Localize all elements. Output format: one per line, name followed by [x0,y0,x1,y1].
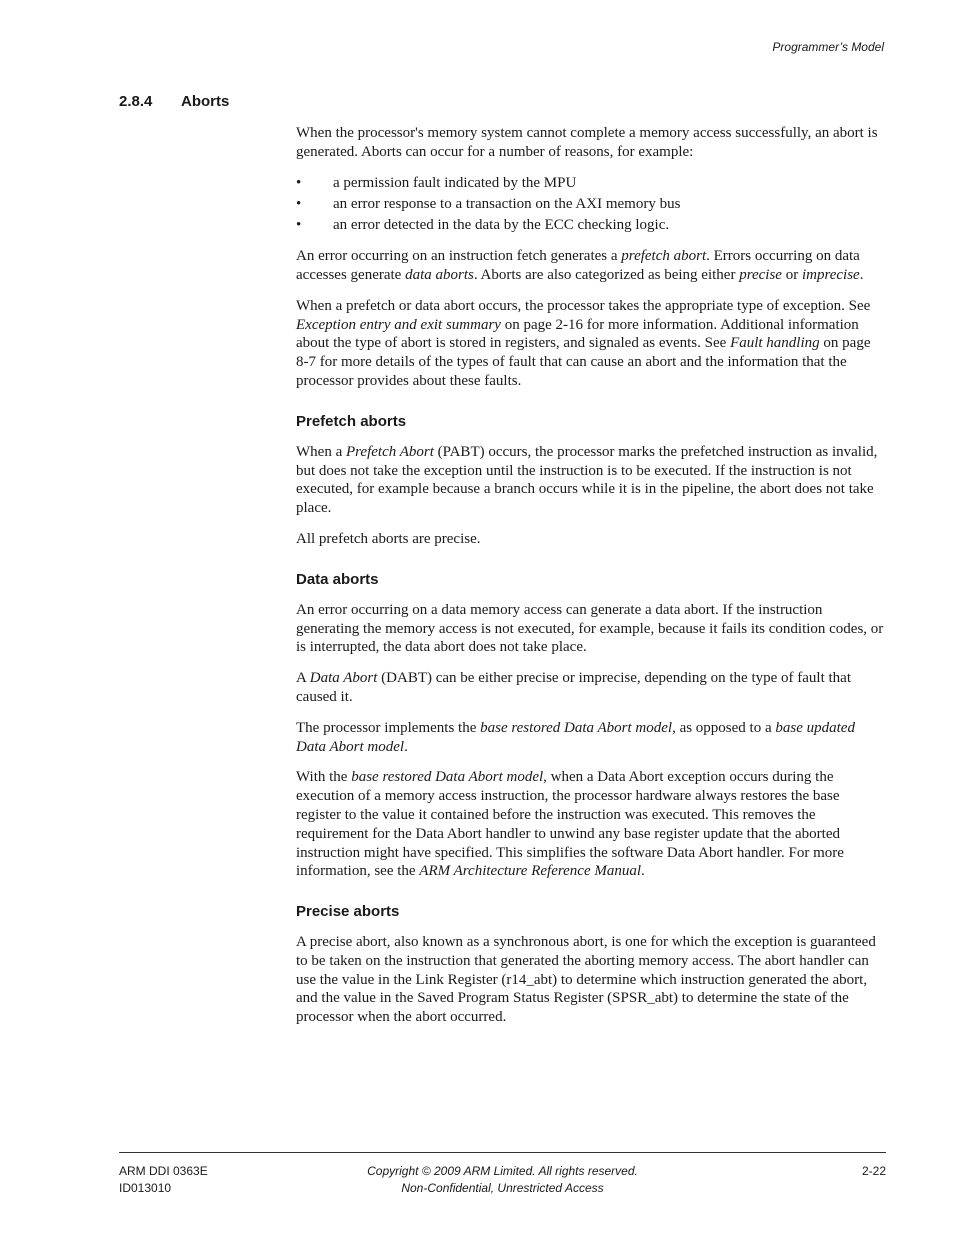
text-run: The processor implements the [296,719,481,736]
xref-fault-handling[interactable]: Fault handling [730,335,820,352]
precise-aborts-heading: Precise aborts [296,903,400,921]
term-imprecise: imprecise [801,266,860,283]
issue-id: ID013010 [119,1181,172,1195]
page-number: 2-22 [861,1164,886,1178]
text-run: A [296,670,310,687]
bullet-icon: • [296,217,302,234]
main-content [296,124,886,1039]
bullet-icon: • [296,195,302,212]
list-item [296,174,886,193]
confidentiality-notice: Non-Confidential, Unrestricted Access [401,1181,604,1195]
term-data-aborts: data aborts [405,266,474,283]
model-paragraph [296,719,886,757]
xref-exception-entry[interactable]: Exception entry and exit summary [296,316,501,333]
running-header: Programmer’s Model [772,40,884,54]
term-prefetch-abort: Prefetch Abort [345,443,434,460]
list-item [296,195,886,214]
text-run: (PABT) occurs, the processor marks the prefetched instruction as invalid, but does not take the exception until the instruction is to be executed. If the instruction is not executed, for example because a branch occurs while it is in the pipeline, the abort does not take place. [296,443,878,517]
text-run: . [859,266,864,283]
text-run: or [781,266,802,283]
xref-arm-arch-manual[interactable]: ARM Architecture Reference Manual [419,863,642,880]
term-base-restored: base restored Data Abort model [351,769,544,786]
text-run: on page 8-7 for more details of the types of fault that can cause an abort and the information that the processor provides about these faults. [296,335,871,389]
text-run: (DABT) can be either precise or imprecise, depending on the type of fault that caused it. [296,670,851,705]
prefetch-aborts-heading: Prefetch aborts [296,412,407,430]
prefetch-precise-paragraph: All prefetch aborts are precise. [296,530,481,547]
list-item [296,216,886,235]
exception-paragraph [296,297,886,391]
prefetch-paragraph [296,443,886,518]
data-aborts-heading: Data aborts [296,570,379,588]
term-base-updated: base updated Data Abort model [296,719,855,755]
list-item-text: a permission fault indicated by the MPU [333,174,577,191]
footer-divider [119,1152,886,1153]
term-precise: precise [739,266,782,283]
bullet-icon: • [296,174,302,191]
text-run: . Errors occurring on data accesses generate [296,248,860,283]
term-data-abort: Data Abort [309,670,378,687]
text-run: , when a Data Abort exception occurs during the execution of a memory access instruction, the processor hardware always restores the base register to the value it contained before the instruction was executed. This removes the requirement for the Data Abort handler to unwind any base register update that the aborted instruction might have specified. This simplifies the software Data Abort handler. For more information, see the [296,769,844,880]
text-run: . Aborts are also categorized as being either [473,266,740,283]
text-run: With the [296,769,352,786]
abort-types-paragraph [296,247,886,285]
text-run: , as opposed to a [672,719,776,736]
text-run: . [641,863,645,880]
text-run: When a prefetch or data abort occurs, the processor takes the appropriate type of exception. See [296,297,871,314]
copyright-notice: Copyright © 2009 ARM Limited. All rights reserved. [367,1164,638,1178]
abort-reasons-list [296,174,886,236]
text-run: An error occurring on an instruction fetch generates a [296,248,622,265]
term-prefetch-abort: prefetch abort [621,248,707,265]
term-base-restored: base restored Data Abort model [480,719,673,736]
list-item-text: an error detected in the data by the ECC checking logic. [333,217,670,234]
footer-legal [119,1163,886,1197]
intro-paragraph: When the processor's memory system cannot complete a memory access successfully, an abort is generated. Aborts can occur for a number of reasons, for example: [296,125,878,160]
section-number: 2.8.4 [119,93,153,110]
text-run: on page 2-16 for more information. Additional information about the type of abort is stored in registers, and signaled as events. See [296,316,859,352]
doc-id: ARM DDI 0363E [119,1164,208,1178]
section-heading [119,93,229,110]
text-run: . [404,738,408,755]
data-abort-paragraph: An error occurring on a data memory access can generate a data abort. If the instruction generating the memory access is not executed, for example, because it fails its condition codes, or is interrupted, the data abort does not take place. [296,601,884,656]
base-restored-paragraph [296,768,886,881]
section-title: Aborts [181,93,230,110]
list-item-text: an error response to a transaction on the AXI memory bus [333,195,681,212]
dabt-paragraph [296,669,886,707]
text-run: When a [296,443,346,460]
precise-paragraph: A precise abort, also known as a synchronous abort, is one for which the exception is guaranteed to be taken on the instruction that generated the aborting memory access. The abort handler can use the value in the Link Register (r14_abt) to determine which instruction generated the abort, and the value in the Saved Program Status Register (SPSR_abt) to determine the state of the processor when the abort occurred. [296,934,876,1026]
